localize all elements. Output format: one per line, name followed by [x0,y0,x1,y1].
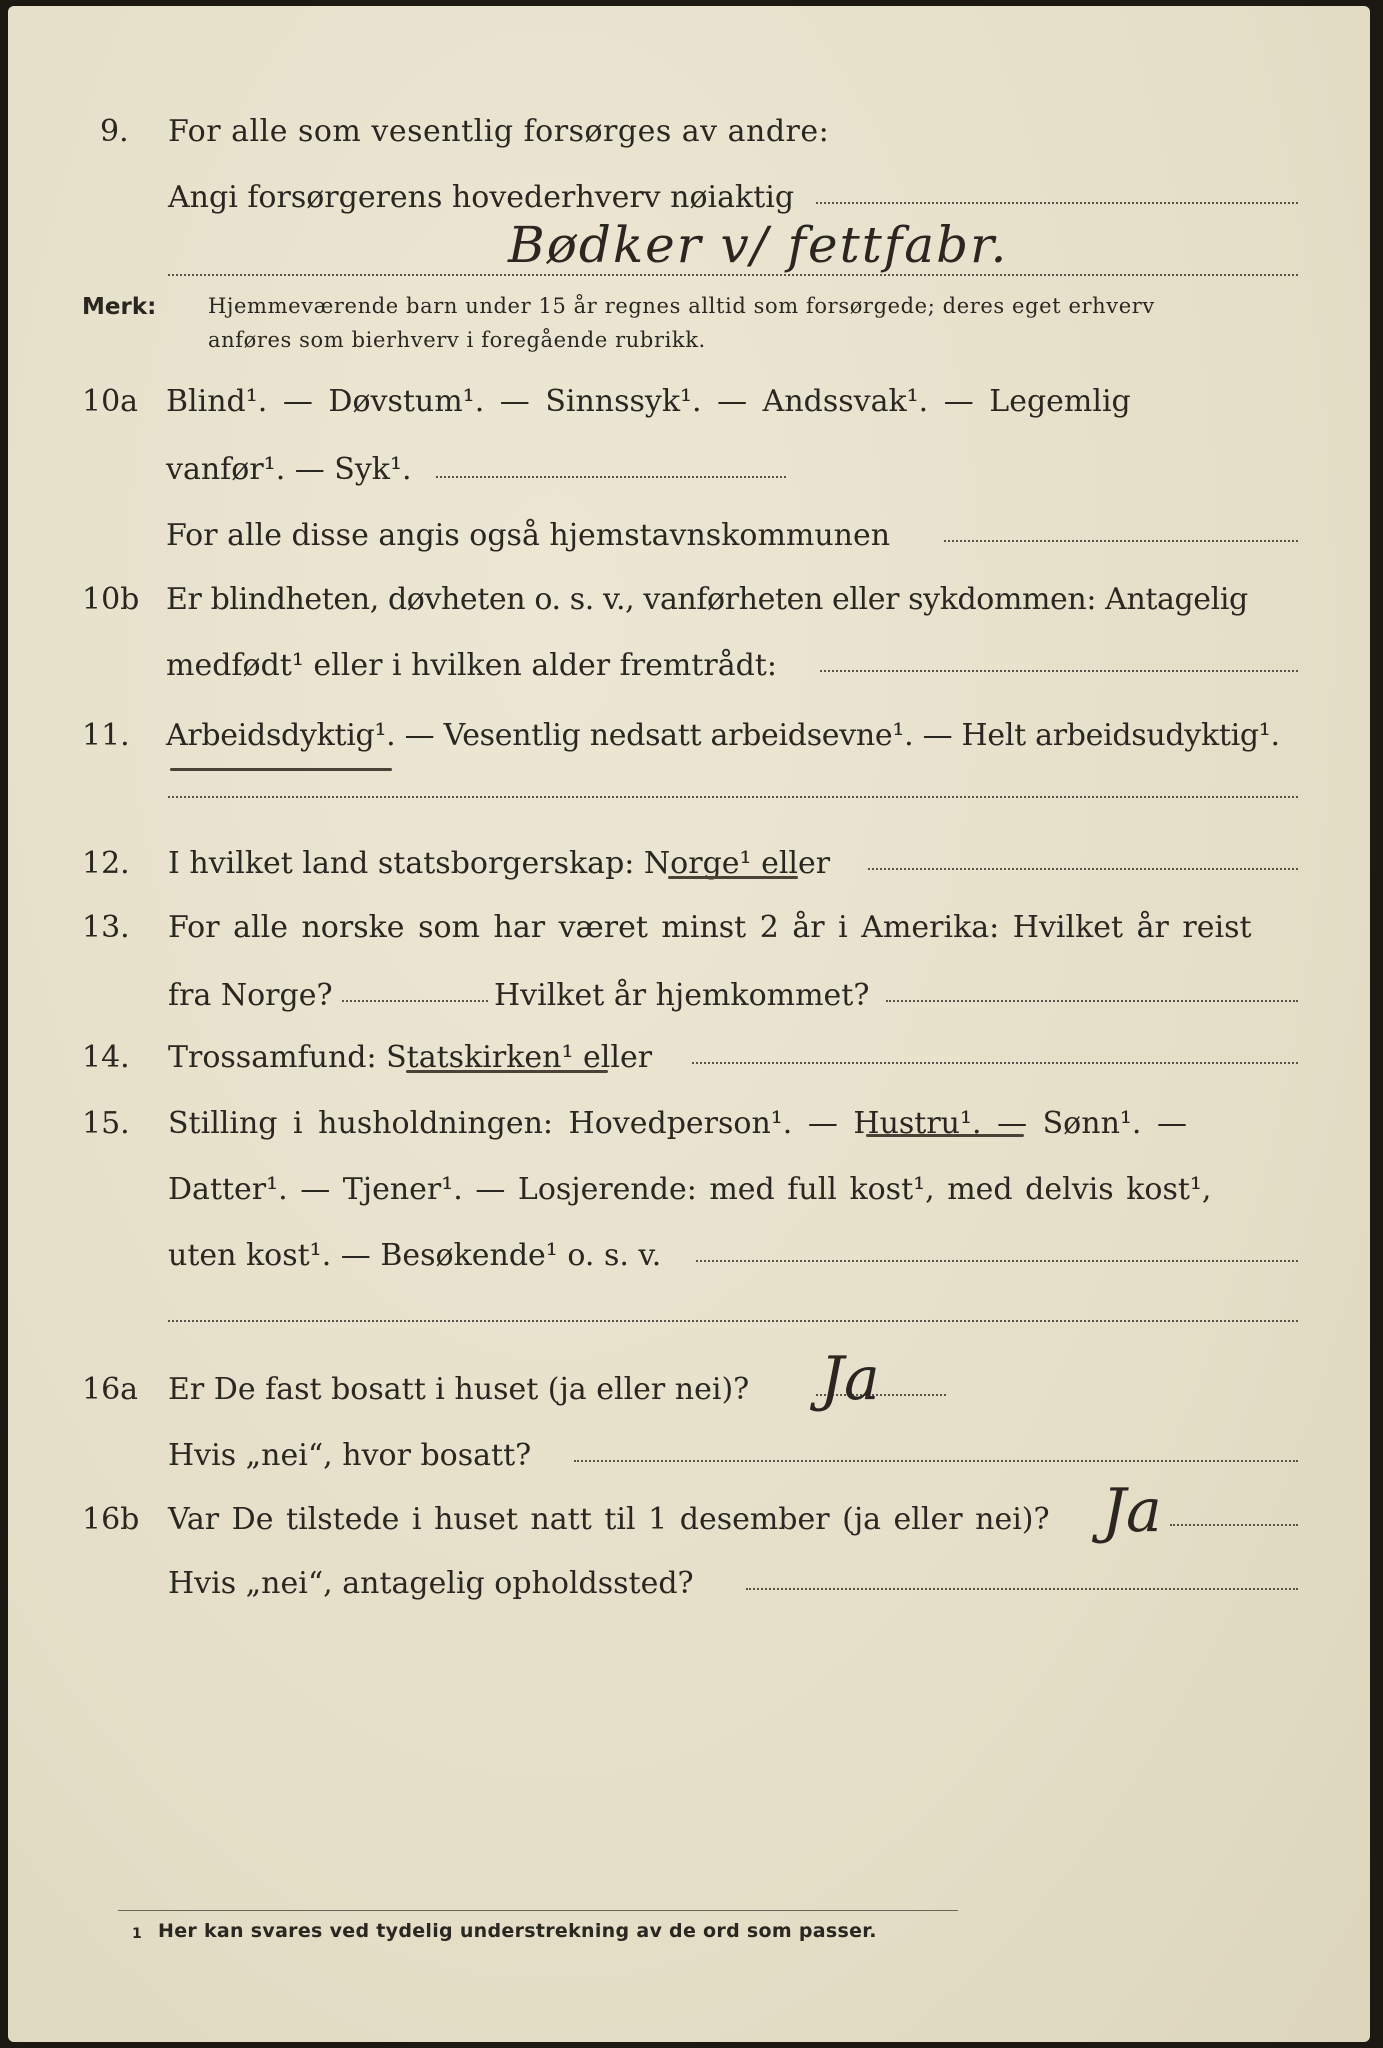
q13-reist-line [342,1000,488,1002]
merk-line2: anføres som bierhverv i foregående rubrikk. [208,328,706,352]
q16a-bosatt-line [574,1460,1298,1462]
q9-line2: Angi forsørgerens hovederhverv nøiaktig [168,180,795,215]
q10a-syk-line [436,476,786,478]
q10a-line1: Blind¹. — Døvstum¹. — Sinnssyk¹. — Andssvak¹. — Legemlig [166,384,1131,419]
q14-line1: Trossamfund: Statskirken¹ eller [168,1040,653,1075]
q15-number: 15. [82,1106,130,1141]
merk-label: Merk: [82,294,157,320]
q16a-line1: Er De fast bosatt i huset (ja eller nei)? [168,1372,750,1407]
q9-answer-line-2 [168,274,1298,276]
q16a-line2: Hvis „nei“, hvor bosatt? [168,1438,532,1473]
q13-line2a: fra Norge? [168,978,333,1013]
q15-line1: Stilling i husholdningen: Hovedperson¹. — Hustru¹. — Sønn¹. — [168,1106,1187,1141]
q16b-line2: Hvis „nei“, antagelig opholdssted? [168,1566,694,1601]
q9-handwritten-answer: Bødker v/ fettfabr. [508,216,1009,274]
q10b-line2: medfødt¹ eller i hvilken alder fremtrådt: [166,648,777,683]
q12-line1: I hvilket land statsborgerskap: Norge¹ eller [168,846,831,881]
q16b-handwritten-answer: Ja [1102,1476,1162,1546]
footnote-rule [118,1910,958,1911]
q16a-number: 16a [82,1372,139,1407]
q16b-opholdssted-line [746,1588,1298,1590]
q14-answer-line [692,1062,1298,1064]
q15-underline-hustru [866,1134,1024,1137]
q12-underline-norge [668,876,798,879]
q10b-line1: Er blindheten, døvheten o. s. v., vanførheten eller sykdommen: Antagelig [166,582,1248,617]
q14-underline-statskirken [406,1070,608,1073]
q13-hjemkommet-line [886,1000,1298,1002]
footnote-text: Her kan svares ved tydelig understrekning av de ord som passer. [158,1920,877,1942]
q16b-number: 16b [82,1502,140,1537]
q15-line2: Datter¹. — Tjener¹. — Losjerende: med full kost¹, med delvis kost¹, [168,1172,1212,1207]
q16a-handwritten-answer: Ja [820,1344,880,1414]
q16b-answer-line [1170,1524,1298,1526]
q12-answer-line [868,868,1298,870]
q10b-number: 10b [82,582,140,617]
q10a-number: 10a [82,384,139,419]
q15-answer-line-2 [168,1320,1298,1322]
q10a-kommune-line [944,540,1298,542]
q15-line3: uten kost¹. — Besøkende¹ o. s. v. [168,1238,662,1273]
q10b-alder-line [820,670,1298,672]
footnote-marker: 1 [132,1926,142,1942]
q11-answer-line [168,796,1298,798]
q10a-line2: vanfør¹. — Syk¹. [166,452,412,487]
q11-underline-arbeidsdyktig [170,768,392,771]
q15-answer-line [696,1260,1298,1262]
q10a-line3: For alle disse angis også hjemstavnskommunen [166,518,891,553]
q9-line1: For alle som vesentlig forsørges av andre: [168,114,830,149]
q11-number: 11. [82,718,130,753]
q12-number: 12. [82,846,130,881]
q13-line2b: Hvilket år hjemkommet? [494,978,870,1013]
q13-line1: For alle norske som har været minst 2 år i Amerika: Hvilket år reist [168,910,1252,945]
q16b-line1: Var De tilstede i huset natt til 1 desember (ja eller nei)? [168,1502,1050,1537]
census-form-page [8,6,1370,2042]
q9-answer-line [816,202,1298,204]
merk-line1: Hjemmeværende barn under 15 år regnes alltid som forsørgede; deres eget erhverv [208,294,1155,318]
q9-number: 9. [100,114,129,149]
q11-line1: Arbeidsdyktig¹. — Vesentlig nedsatt arbeidsevne¹. — Helt arbeidsudyktig¹. [166,718,1280,753]
q13-number: 13. [82,910,130,945]
q14-number: 14. [82,1040,130,1075]
